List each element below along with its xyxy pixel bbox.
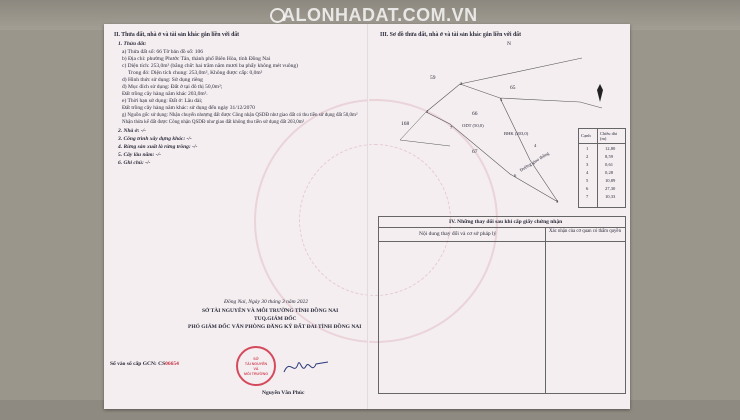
land-line-2: b) Địa chỉ: phường Phước Tân, thành phố Biên Hòa, tỉnh Đồng Nai [122,56,271,62]
vertex-6: 6 [514,173,517,178]
section-other-construction: 3. Công trình xây dựng khác: -/- [118,136,192,142]
signer-name: Nguyễn Văn Phúc [262,390,305,396]
north-arrow-icon [597,84,603,102]
table-row-4-side: 4 [586,170,589,175]
north-label: N [507,41,511,47]
land-line-3: c) Diện tích: 253,0m² (bằng chữ: hai trăm năm mươi ba phẩy không mét vuông) [122,63,298,69]
changes-col-confirmation: Xác nhận của cơ quan có thẩm quyền [549,229,621,234]
edge-length-table [578,128,626,208]
table-row-6-side: 6 [586,186,589,191]
land-line-6: Đất trồng cây hàng năm khác 203,0m². [122,91,208,97]
gcn-number: 06654 [165,361,179,367]
land-heading: 1. Thửa đất: [118,41,147,47]
vertex-2: 2 [460,81,463,86]
land-line-8: Đất trồng cây hàng năm khác: sử dụng đến ngày 31/12/2070 [122,105,255,111]
vertex-1: 1 [426,109,429,114]
table-row-1-side: 1 [586,146,589,151]
vertex-3: 3 [500,97,503,102]
section-title-land: II. Thửa đất, nhà ở và tài sản khác gắn liền với đất [114,32,240,38]
area-bhk-label: BHK (203,0) [504,131,529,136]
land-line-7: e) Thời hạn sử dụng: Đất ở: Lâu dài; [122,98,203,104]
changes-col-content: Nội dung thay đổi và cơ sở pháp lý [419,231,497,237]
land-certificate-document [104,24,630,409]
official-red-seal: SỞ TÀI NGUYÊN VÀ MÔI TRƯỜNG [236,346,276,386]
land-line-10: Nhận thừa kế đất được Công nhận QSDĐ như giao đất không thu tiền sử dụng đất 203,0m² [122,120,305,125]
place-date: Đồng Nai, Ngày 30 tháng 3 năm 2022 [224,299,309,305]
land-line-9: g) Nguồn gốc sử dụng: Nhận chuyển nhượng đất được Công nhận QSDĐ như giao đất có thu tiền sử dụng đất 50,0m² [122,113,358,118]
area-odt-label: ODT (50,0) [462,123,484,128]
table-row-6-length: 27,30 [605,186,616,191]
table-row-4-length: 0,28 [605,170,614,175]
changes-title: IV. Những thay đổi sau khi cấp giấy chứng nhận [449,219,563,225]
table-row-1-length: 12,80 [605,146,616,151]
table-row-7-length: 10,33 [605,194,616,199]
boundary-east-parcel [460,81,602,108]
edge-header-side: Cạnh [581,133,591,138]
section-production-forest: 4. Rừng sản xuất là rừng trồng: -/- [118,144,198,150]
boundary-west-lower [400,140,450,146]
issuing-authority: SỞ TÀI NGUYÊN VÀ MÔI TRƯỜNG TỈNH ĐỒNG NAI [202,308,339,314]
tuq-director: TUQ.GIÁM ĐỐC [254,316,297,322]
section-perennial-trees: 5. Cây lâu năm: -/- [118,152,161,158]
table-row-3-side: 3 [586,162,589,167]
changes-table [378,216,626,394]
table-row-5-length: 10,89 [605,178,616,183]
gcn-label: Số vào sổ cấp GCN: CS06654 [110,361,179,367]
vertex-4: 4 [534,143,537,148]
vertex-7: 7 [450,125,453,130]
land-line-1: a) Thửa đất số: 66 Tờ bản đồ số: 106 [122,49,203,55]
edge-header-length: Chiều dài (m) [600,131,617,142]
watermark-brand: ALONHADAT.COM.VN [282,5,478,25]
table-row-2-side: 2 [586,154,589,159]
land-area-detail: Trong đó: Diện tích chung: 253,0m², Không được cấp: 0,0m² [128,70,263,76]
land-line-4: d) Hình thức sử dụng: Sử dụng riêng [122,77,203,83]
table-row-2-length: 8,59 [605,154,614,159]
boundary-north [426,58,582,112]
section-house: 2. Nhà ở: -/- [118,128,147,134]
vertex-5: 5 [556,199,559,204]
table-row-7-side: 7 [586,194,589,199]
table-row-5-side: 5 [586,178,589,183]
land-line-5: đ) Mục đích sử dụng: Đất ở tại đô thị 50,0m²; [122,84,223,90]
parcel-66-label: 66 [472,111,478,117]
section-notes: 6. Ghi chú: -/- [118,160,151,166]
boundary-road [500,98,558,202]
road-label: Đường giao thông [518,150,550,173]
parcel-65-label: 65 [510,85,516,91]
handwritten-signature [282,354,332,380]
signer-position: PHÓ GIÁM ĐỐC VĂN PHÒNG ĐĂNG KÝ ĐẤT ĐAI TỈNH ĐỒNG NAI [188,324,362,330]
parcel-59-label: 59 [430,75,436,81]
page-fold [367,24,369,409]
parcel-168-label: 168 [401,121,410,127]
parcel-67-label: 67 [472,149,478,155]
table-row-3-length: 0,61 [605,162,614,167]
section-title-sketch: III. Sơ đồ thửa đất, nhà ở và tài sản khác gắn liền với đất [380,32,521,38]
